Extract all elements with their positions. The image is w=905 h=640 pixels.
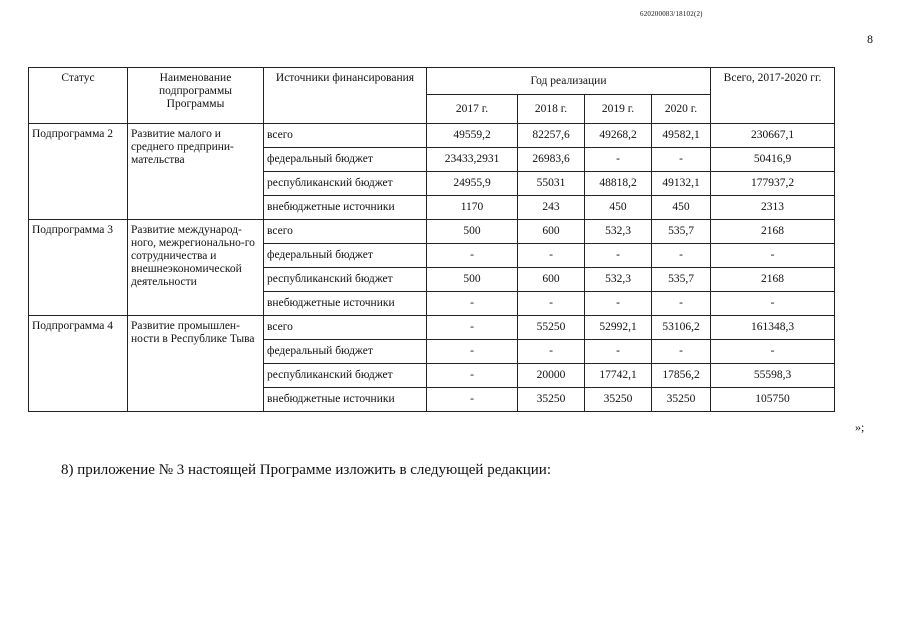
document-number: 620200083/18102(2) [640, 10, 703, 18]
table-row [29, 220, 835, 244]
value-2020: 49132,1 [652, 172, 711, 196]
value-2019: 532,3 [585, 268, 652, 292]
funding-source: всего [264, 220, 427, 244]
value-2017: - [427, 316, 518, 340]
value-2018: 600 [518, 268, 585, 292]
value-2019: - [585, 340, 652, 364]
closing-quote: »; [855, 420, 865, 434]
value-2018: 243 [518, 196, 585, 220]
header-year-group: Год реализации [427, 68, 711, 95]
value-total: 50416,9 [711, 148, 835, 172]
amendment-paragraph: 8) приложение № 3 настоящей Программе изложить в следующей редакции: [61, 462, 551, 478]
value-2020: 535,7 [652, 268, 711, 292]
value-total: 2168 [711, 220, 835, 244]
value-2018: 26983,6 [518, 148, 585, 172]
value-2017: 24955,9 [427, 172, 518, 196]
value-2019: 48818,2 [585, 172, 652, 196]
funding-source: республиканский бюджет [264, 364, 427, 388]
header-total: Всего, 2017-2020 гг. [711, 68, 835, 124]
value-2020: - [652, 340, 711, 364]
funding-source: внебюджетные источники [264, 388, 427, 412]
funding-source: федеральный бюджет [264, 244, 427, 268]
header-name: Наименование подпрограммы Программы [128, 68, 264, 124]
value-2017: 500 [427, 220, 518, 244]
funding-source: всего [264, 316, 427, 340]
header-year-2018: 2018 г. [518, 95, 585, 124]
header-year-2019: 2019 г. [585, 95, 652, 124]
funding-source: федеральный бюджет [264, 340, 427, 364]
value-2018: 82257,6 [518, 124, 585, 148]
value-2017: - [427, 364, 518, 388]
table-row [29, 124, 835, 148]
header-sources: Источники финансирования [264, 68, 427, 124]
value-2020: - [652, 292, 711, 316]
subprogram-name: Развитие международ-ного, межрегионально-го сотрудничества и внешнеэкономической деятельности [128, 220, 264, 316]
value-total: 2168 [711, 268, 835, 292]
header-year-2020: 2020 г. [652, 95, 711, 124]
value-2017: - [427, 292, 518, 316]
value-2019: 35250 [585, 388, 652, 412]
value-2020: 35250 [652, 388, 711, 412]
financing-table [28, 67, 835, 412]
subprogram-status: Подпрограмма 4 [29, 316, 128, 412]
funding-source: внебюджетные источники [264, 292, 427, 316]
value-2020: 49582,1 [652, 124, 711, 148]
value-2019: - [585, 292, 652, 316]
value-2018: 35250 [518, 388, 585, 412]
value-2019: 532,3 [585, 220, 652, 244]
value-total: 177937,2 [711, 172, 835, 196]
funding-source: республиканский бюджет [264, 172, 427, 196]
value-total: 161348,3 [711, 316, 835, 340]
value-2018: - [518, 292, 585, 316]
value-2018: 55250 [518, 316, 585, 340]
value-2020: - [652, 148, 711, 172]
value-total: 2313 [711, 196, 835, 220]
funding-source: внебюджетные источники [264, 196, 427, 220]
value-2019: 49268,2 [585, 124, 652, 148]
value-2017: - [427, 388, 518, 412]
value-2020: 53106,2 [652, 316, 711, 340]
value-total: 105750 [711, 388, 835, 412]
header-row [29, 68, 835, 95]
funding-source: всего [264, 124, 427, 148]
value-2017: 23433,2931 [427, 148, 518, 172]
value-2017: 49559,2 [427, 124, 518, 148]
value-total: - [711, 292, 835, 316]
value-2019: 450 [585, 196, 652, 220]
funding-source: республиканский бюджет [264, 268, 427, 292]
subprogram-name: Развитие малого и среднего предприни-мательства [128, 124, 264, 220]
subprogram-status: Подпрограмма 3 [29, 220, 128, 316]
value-2018: - [518, 340, 585, 364]
value-2018: - [518, 244, 585, 268]
value-2019: - [585, 244, 652, 268]
value-2020: 450 [652, 196, 711, 220]
value-2019: 17742,1 [585, 364, 652, 388]
funding-source: федеральный бюджет [264, 148, 427, 172]
value-2018: 55031 [518, 172, 585, 196]
value-total: 230667,1 [711, 124, 835, 148]
value-2018: 20000 [518, 364, 585, 388]
table-row [29, 316, 835, 340]
value-2018: 600 [518, 220, 585, 244]
value-2019: - [585, 148, 652, 172]
value-2020: 17856,2 [652, 364, 711, 388]
subprogram-name: Развитие промышлен-ности в Республике Тыва [128, 316, 264, 412]
subprogram-status: Подпрограмма 2 [29, 124, 128, 220]
page-number: 8 [867, 32, 873, 46]
value-2017: - [427, 244, 518, 268]
header-status: Статус [29, 68, 128, 124]
value-2017: 1170 [427, 196, 518, 220]
value-2019: 52992,1 [585, 316, 652, 340]
value-total: - [711, 340, 835, 364]
value-2017: 500 [427, 268, 518, 292]
header-year-2017: 2017 г. [427, 95, 518, 124]
value-total: - [711, 244, 835, 268]
value-total: 55598,3 [711, 364, 835, 388]
value-2020: 535,7 [652, 220, 711, 244]
value-2017: - [427, 340, 518, 364]
value-2020: - [652, 244, 711, 268]
